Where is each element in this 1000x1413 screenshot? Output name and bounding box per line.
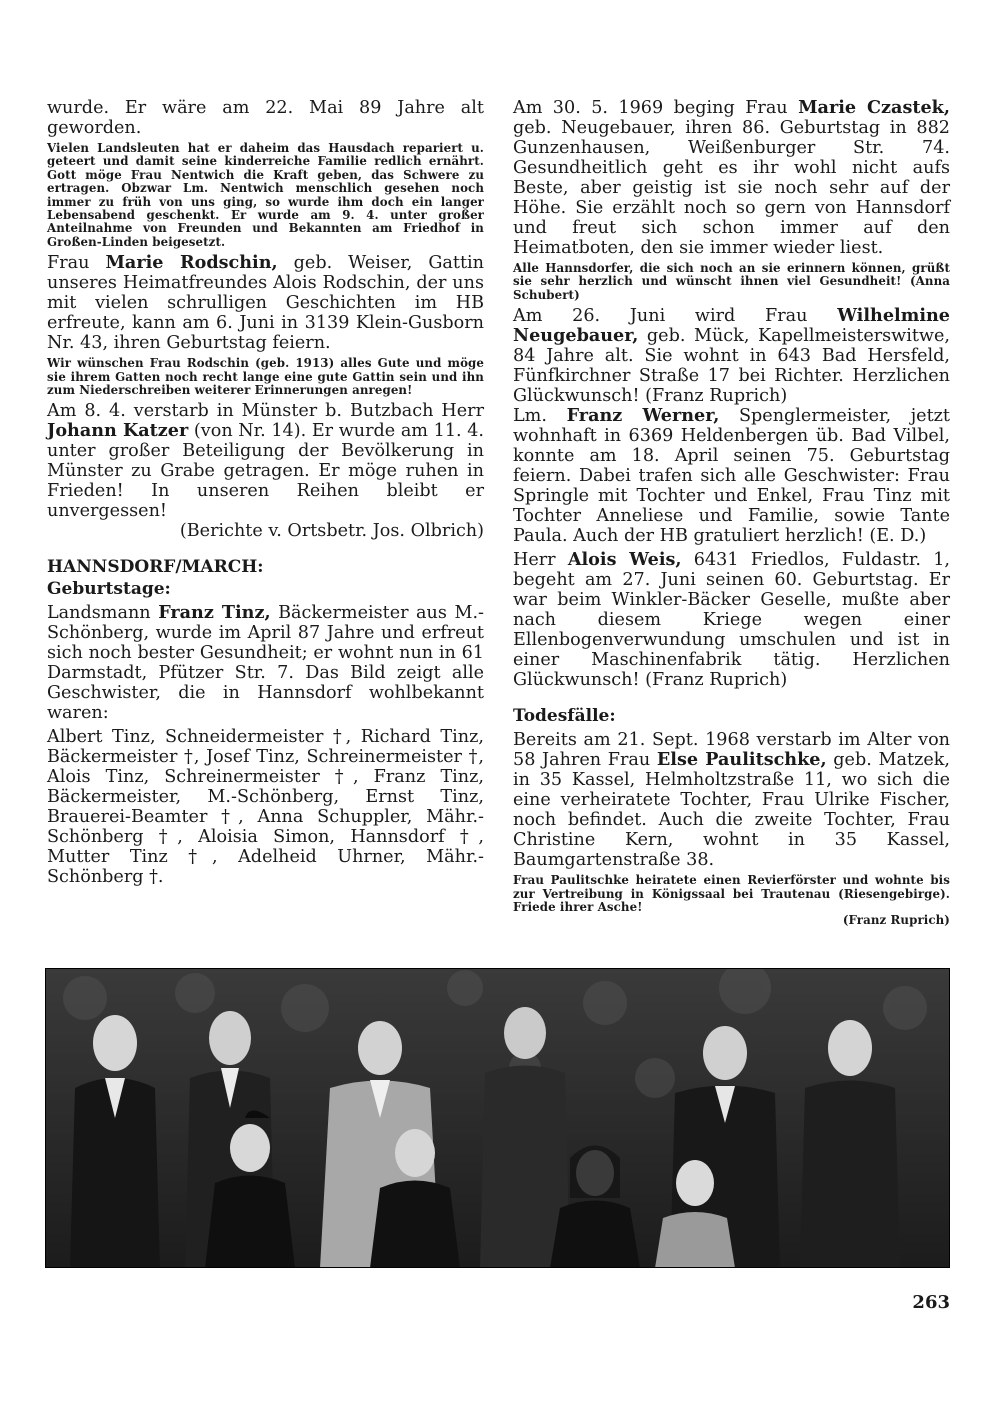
- paragraph: wurde. Er wäre am 22. Mai 89 Jahre alt geworden.: [47, 98, 484, 138]
- paragraph: Herr Alois Weis, 6431 Friedlos, Fuldastr. 1, begeht am 27. Juni seinen 60. Geburtstag. Er war beim Winkler-Bäcker Geselle, mußte aber nach diesem Kriege wegen einer Ellenbogenverwundung umschulen und ist in einer Maschinenfabrik tätig. Herzlichen Glückwunsch! (Franz Ruprich): [513, 549, 950, 691]
- small-paragraph: Wir wünschen Frau Rodschin (geb. 1913) alles Gute und möge sie ihrem Gatten noch recht lange eine gute Gattin sein und ihn zum Niederschreiben weiterer Erinnerungen anregen!: [47, 356, 484, 398]
- paragraph: Am 30. 5. 1969 beging Frau Marie Czastek, geb. Neugebauer, ihren 86. Geburtstag in 882 Gunzenhausen, Weißenburger Str. 74. Gesundheitlich geht es ihr wohl nicht aufs Beste, aber geistig ist sie noch sehr auf der Höhe. Sie erzählt noch so gern von Hannsdorf und freut sich schon immer auf den Heimatboten, den sie immer wieder liest.: [513, 97, 950, 258]
- paragraph: Am 8. 4. verstarb in Münster b. Butzbach Herr Johann Katzer (von Nr. 14). Er wurde am 11. 4. unter großer Beteiligung der Bevölkerung in Münster zu Grabe getragen. Er möge ruhen in Frieden! In unseren Reihen bleibt er unvergessen!: [47, 401, 485, 522]
- subheading: Todesfälle:: [513, 706, 616, 727]
- person-name: Alois Weis,: [567, 549, 682, 571]
- small-paragraph: Vielen Landsleuten hat er daheim das Hausdach repariert u. geteert und damit seine kinderreiche Familie redlich ernährt. Gott möge Frau Nentwich die Kraft geben, das Schwere zu ertragen. Obzwar Lm. Nentwich menschlich gesehen noch immer zu früh von uns ging, so wurde ihm doch ein langer Lebensabend geschenkt. Er wurde am 9. 4. unter großer Anteilnahme von Freunden und Bekannten am Friedhof in Großen-Linden beigesetzt.: [47, 141, 484, 249]
- person-name: Franz Werner,: [566, 405, 720, 427]
- person-name: Else Paulitschke,: [656, 749, 827, 771]
- section-heading: HANNSDORF/MARCH:: [47, 557, 264, 578]
- person-name: Wilhelmine Neugebauer,: [513, 305, 950, 347]
- person-name: Johann Katzer: [47, 420, 189, 442]
- paragraph: Albert Tinz, Schneidermeister †, Richard Tinz, Bäckermeister †, Josef Tinz, Schreinermeister †, Alois Tinz, Schreinermeister †, Franz Tinz, Bäckermeister, M.-Schönberg, Ernst Tinz, Brauerei-Beamter †, Anna Schuppler, Mähr.-Schönberg †, Aloisia Simon, Hannsdorf †, Mutter Tinz †, Adelheid Uhrner, Mähr.-Schönberg †.: [47, 727, 484, 888]
- small-paragraph: Frau Paulitschke heiratete einen Revierförster und wohnte bis zur Vertreibung in Königssaal bei Trautenau (Riesengebirge). Friede ihrer Asche!: [513, 873, 950, 915]
- subheading: Geburtstage:: [47, 579, 171, 600]
- left-column: [47, 98, 484, 887]
- family-photo: [45, 968, 950, 1268]
- signature-line: (Franz Ruprich): [842, 913, 950, 928]
- right-column: [513, 98, 950, 928]
- person-name: Franz Tinz,: [158, 602, 271, 624]
- paragraph: Am 26. Juni wird Frau Wilhelmine Neugebauer, geb. Mück, Kapellmeisterswitwe, 84 Jahre alt. Sie wohnt in 643 Bad Hersfeld, Fünfkirchner Straße 17 bei Richter. Herzlichen Glückwunsch! (Franz Ruprich): [513, 305, 950, 407]
- person-name: Marie Czastek,: [798, 97, 950, 118]
- small-paragraph: Alle Hannsdorfer, die sich noch an sie erinnern können, grüßt sie sehr herzlich und wünscht ihnen viel Gesundheit! (Anna Schubert): [513, 261, 950, 302]
- paragraph: Frau Marie Rodschin, geb. Weiser, Gattin unseres Heimatfreundes Alois Rodschin, der uns mit vielen schrulligen Geschichten im HB erfreute, kann am 6. Juni in 3139 Klein-Gusborn Nr. 43, ihren Geburtstag feiern.: [47, 252, 485, 354]
- signature-line: (Berichte v. Ortsbetr. Jos. Olbrich): [179, 521, 484, 542]
- person-name: Marie Rodschin,: [105, 252, 278, 274]
- paragraph: Bereits am 21. Sept. 1968 verstarb im Alter von 58 Jahren Frau Else Paulitschke, geb. Matzek, in 35 Kassel, Helmholtzstraße 11, wo sich die eine verheiratete Tochter, Frau Ulrike Fischer, noch befindet. Auch die zweite Tochter, Frau Christine Kern, wohnt in 35 Kassel, Baumgartenstraße 38.: [513, 730, 951, 871]
- paragraph: Lm. Franz Werner, Spenglermeister, jetzt wohnhaft in 6369 Heldenbergen üb. Bad Vilbel, konnte am 18. April seinen 75. Geburtstag feiern. Dabei trafen sich alle Geschwister: Frau Springle mit Tochter und Enkel, Frau Tinz mit Tochter Anneliese und Familie, sowie Tante Paula. Auch der HB gratuliert herzlich! (E. D.): [513, 405, 950, 547]
- paragraph: Landsmann Franz Tinz, Bäckermeister aus M.-Schönberg, wurde im April 87 Jahre und erfreut sich noch bester Gesundheit; er wohnt nun in 61 Darmstadt, Pfützer Str. 7. Das Bild zeigt alle Geschwister, die in Hannsdorf wohlbekannt waren:: [47, 602, 484, 724]
- page-number: 263: [912, 1292, 950, 1313]
